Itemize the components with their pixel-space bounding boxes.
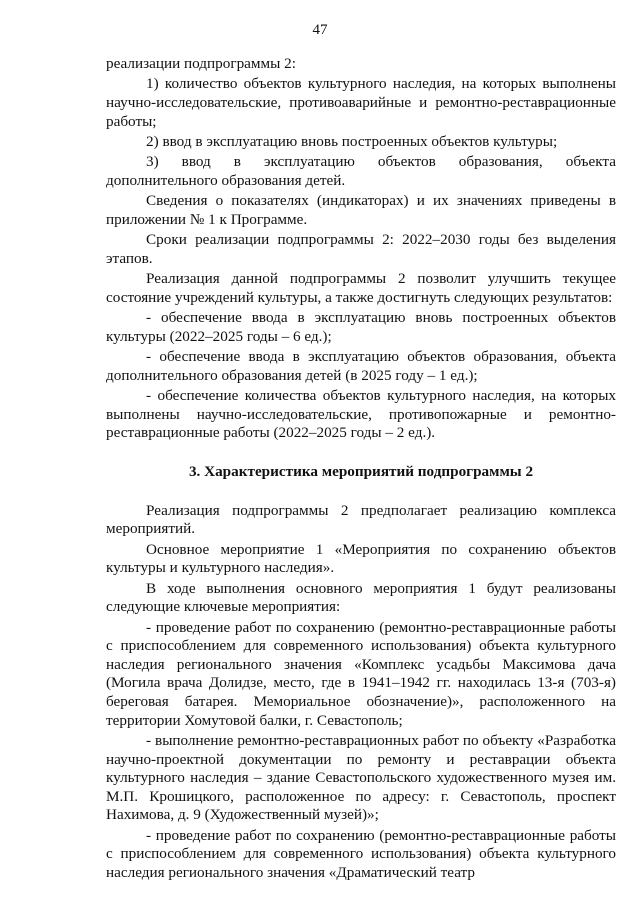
intro-line: реализации подпрограммы 2: [106, 55, 296, 72]
section-paragraph: Основное мероприятие 1 «Мероприятия по сохранению объектов культуры и культурного наследия». [106, 540, 616, 577]
section-paragraph: Реализация подпрограммы 2 предполагает реализацию комплекса мероприятий. [106, 501, 616, 538]
page-number: 47 [312, 22, 328, 38]
results-intro: Реализация данной подпрограммы 2 позволит улучшить текущее состояние учреждений культуры, а также достигнуть следующих результатов: [106, 270, 616, 306]
result-item: - обеспечение ввода в эксплуатацию объектов образования, объекта дополнительного образования детей (в 2025 году – 1 ед.); [106, 348, 616, 384]
result-item: - обеспечение ввода в эксплуатацию вновь построенных объектов культуры (2022–2025 годы – 6 ед.); [106, 309, 616, 345]
section-paragraph: В ходе выполнения основного мероприятия 1 будут реализованы следующие ключевые мероприятия: [106, 579, 616, 616]
page-body [106, 55, 616, 884]
activity-item: - проведение работ по сохранению (ремонтно-реставрационные работы с приспособлением для современного использования) объекта культурного наследия регионального значения «Комплекс усадьбы Максимова дача (Могила врача Долидзе, место, где в 1941–1942 гг. находилась 13-я (703-я) береговая батарея. Мемориальное обозначение)», расположенного на территории Хомутовой балки, г. Севастополь; [106, 618, 616, 729]
indicator-item: 1) количество объектов культурного наследия, на которых выполнены научно-исследовательские, противоаварийные и ремонтно-реставрационные работы; [106, 75, 616, 130]
section-heading: 3. Характеристика мероприятий подпрограммы 2 [188, 463, 534, 481]
indicators-reference: Сведения о показателях (индикаторах) и их значениях приведены в приложении № 1 к Программе. [106, 192, 616, 228]
activity-item: - проведение работ по сохранению (ремонтно-реставрационные работы с приспособлением для современного использования) объекта культурного наследия регионального значения «Драматический театр [106, 826, 616, 881]
result-item: - обеспечение количества объектов культурного наследия, на которых выполнены научно-исследовательские, противопожарные и ремонтно-реставрационные работы (2022–2025 годы – 2 ед.). [106, 387, 616, 442]
activity-item: - выполнение ремонтно-реставрационных работ по объекту «Разработка научно-проектной документации по ремонту и реставрации объекта культурного наследия – здание Севастопольского художественного музея им. М.П. Крошицкого, расположенное по адресу: г. Севастополь, проспект Нахимова, д. 9 (Художественный музей)»; [106, 731, 616, 824]
implementation-terms: Сроки реализации подпрограммы 2: 2022–2030 годы без выделения этапов. [106, 231, 616, 267]
indicator-item: 3) ввод в эксплуатацию объектов образования, объекта дополнительного образования детей. [106, 153, 616, 189]
indicator-item: 2) ввод в эксплуатацию вновь построенных объектов культуры; [146, 132, 558, 150]
